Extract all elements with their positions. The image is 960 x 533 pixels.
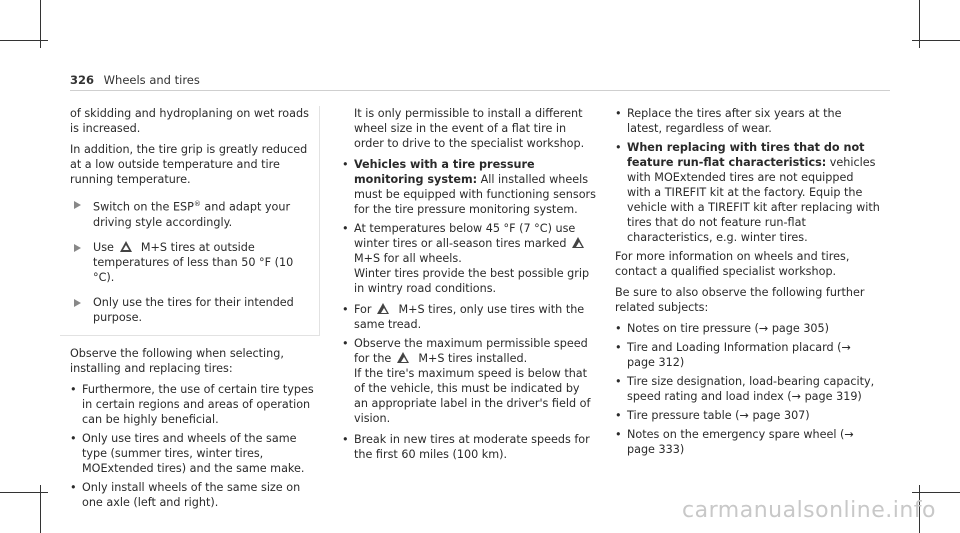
step-arrow-icon [74, 299, 81, 307]
warning-box [60, 106, 320, 336]
step-arrow-icon [74, 244, 81, 252]
section-title: Wheels and tires [103, 73, 200, 87]
snowflake-mountain-icon [397, 352, 410, 363]
paragraph: For more information on wheels and tires, contact a qualified specialist workshop. [615, 250, 850, 278]
snowflake-mountain-icon [572, 237, 585, 248]
page-header [70, 73, 200, 87]
snowflake-mountain-icon [377, 303, 390, 314]
observe-intro: Observe the following when selecting, installing and replacing tires: [70, 346, 284, 375]
instruction-step [70, 295, 313, 325]
list-item: • At temperatures below 45 °F (7 °C) use winter tires or all-season tires markedM+S for all wheels. Winter tires provide the best possible grip in wintry road conditions. [342, 221, 597, 296]
related-links-list [615, 321, 880, 457]
step-text: Switch on the ESP® and adapt your driving style accordingly. [93, 200, 291, 229]
watermark: carmanualsonline.info [682, 498, 936, 523]
box-paragraph: of skidding and hydroplaning on wet roads is increased. [70, 107, 309, 135]
list-item: • Vehicles with a tire pressure monitoring system: All installed wheels must be equipped with functioning sensors for the tire pressure monitoring system. [342, 157, 597, 217]
header-rule [70, 90, 890, 91]
crop-mark [0, 492, 48, 493]
bullet-list [342, 157, 597, 462]
related-link[interactable]: • Tire pressure table (→ page 307) [615, 408, 880, 423]
step-text: Only use the tires for their intended purpose. [93, 295, 294, 324]
paragraph: Be sure to also observe the following further related subjects: [615, 286, 865, 314]
box-paragraph: In addition, the tire grip is greatly reduced at a low outside temperature and tire running temperature. [70, 143, 308, 186]
related-link[interactable]: • Notes on the emergency spare wheel (→ page 333) [615, 427, 880, 457]
instruction-step [70, 240, 313, 285]
related-link[interactable]: • Tire size designation, load-bearing capacity, speed rating and load index (→ page 319) [615, 374, 880, 404]
paragraph: Winter tires provide the best possible grip in wintry road conditions. [354, 267, 590, 295]
list-item: • Only use tires and wheels of the same type (summer tires, winter tires, MOExtended tires) and the same make. [70, 431, 320, 476]
snowflake-mountain-icon [120, 241, 133, 252]
paragraph: It is only permissible to install a different wheel size in the event of a flat tire in order to drive to the specialist workshop. [354, 107, 585, 150]
list-item: • Furthermore, the use of certain tire types in certain regions and areas of operation can be highly beneficial. [70, 382, 320, 427]
step-text: Use M+S tires at outside temperatures of less than 50 °F (10 °C). [93, 240, 294, 284]
crop-mark [912, 492, 960, 493]
crop-mark [912, 40, 960, 41]
list-item: • For M+S tires, only use tires with the same tread. [342, 302, 597, 332]
column-middle [342, 106, 597, 466]
related-link[interactable]: • Tire and Loading Information placard (→ page 312) [615, 340, 880, 370]
bullet-list [70, 382, 320, 510]
instruction-step [70, 197, 313, 230]
page-number: 326 [70, 73, 95, 87]
list-item: • Break in new tires at moderate speeds for the first 60 miles (100 km). [342, 432, 597, 462]
crop-mark [0, 40, 48, 41]
related-link[interactable]: • Notes on tire pressure (→ page 305) [615, 321, 880, 336]
column-left [70, 106, 320, 514]
list-item: • Replace the tires after six years at the latest, regardless of wear. [615, 106, 880, 136]
step-arrow-icon [74, 201, 81, 209]
column-right [615, 106, 880, 461]
paragraph: If the tire's maximum speed is below that of the vehicle, this must be indicated by an appropriate label in the driver's field of vision. [354, 367, 591, 425]
list-item: • Only install wheels of the same size on one axle (left and right). [70, 480, 320, 510]
list-item: • Observe the maximum permissible speed for the M+S tires installed. If the tire's maximum speed is below that of the vehicle, this must be indicated by an appropriate label in the driver's field of vision. [342, 336, 597, 426]
bullet-list [615, 106, 880, 245]
list-item: • When replacing with tires that do not feature run-flat characteristics: vehicles with MOExtended tires are not equipped with a TIREFIT kit at the factory. Equip the vehicle with a TIREFIT kit after replacing with tires that do not feature run-flat characteristics, e.g. winter tires. [615, 140, 880, 245]
